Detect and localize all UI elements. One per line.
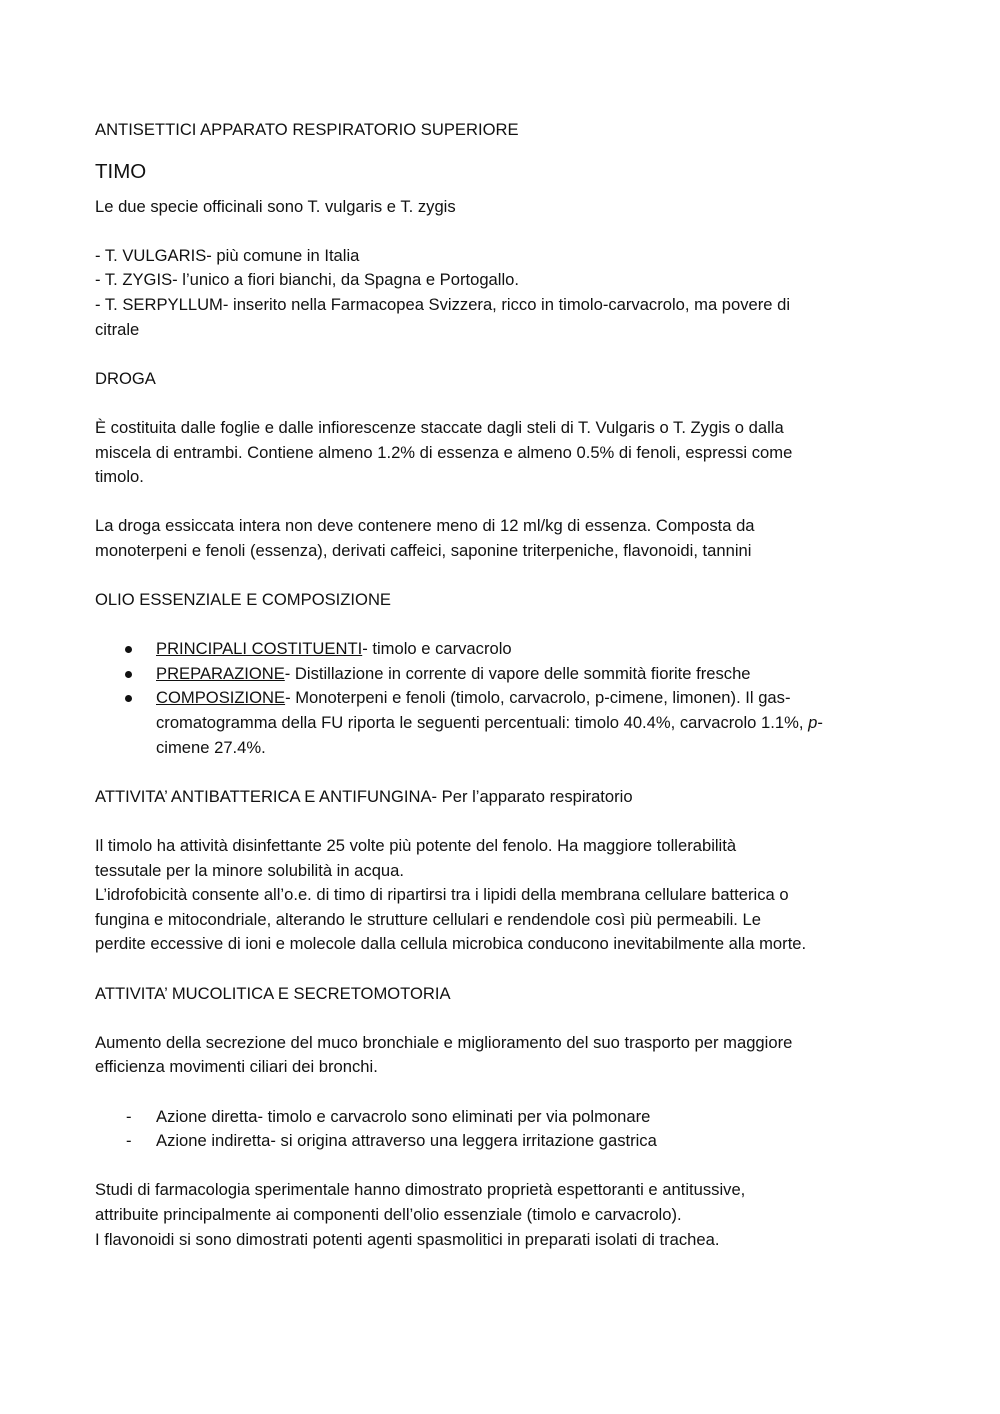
species-item: - T. ZYGIS- l’unico a fiori bianchi, da Spagna e Portogallo. bbox=[95, 270, 519, 290]
species-item: - T. SERPYLLUM- inserito nella Farmacopea Svizzera, ricco in timolo-carvacrolo, ma povere di bbox=[95, 294, 791, 314]
item-text: - timolo e carvacrolo bbox=[362, 639, 512, 659]
list-item bbox=[95, 662, 915, 687]
section-heading-antibatterica: ATTIVITA’ ANTIBATTERICA E ANTIFUNGINA- Per l’apparato respiratorio bbox=[95, 786, 633, 806]
list-item bbox=[95, 686, 915, 760]
item-text: - Distillazione in corrente di vapore delle sommità fiorite fresche bbox=[284, 663, 751, 683]
item-text: - Monoterpeni e fenoli (timolo, carvacrolo, p-cimene, limonen). Il gas- bbox=[285, 688, 791, 708]
olio-bullet-list bbox=[95, 637, 915, 760]
text-line: perdite eccessive di ioni e molecole dalla cellula microbica conducono inevitabilmente alla morte. bbox=[95, 934, 807, 954]
bullet-icon bbox=[125, 695, 132, 702]
bullet-icon bbox=[125, 646, 132, 653]
text-line: monoterpeni e fenoli (essenza), derivati caffeici, saponine triterpeniche, flavonoidi, tannini bbox=[95, 540, 752, 560]
dash-icon: - bbox=[126, 1106, 132, 1126]
item-text: Azione indiretta- si origina attraverso una leggera irritazione gastrica bbox=[156, 1131, 657, 1151]
section-heading-droga: DROGA bbox=[95, 368, 156, 388]
species-item: - T. VULGARIS- più comune in Italia bbox=[95, 245, 360, 265]
text-line: Studi di farmacologia sperimentale hanno dimostrato proprietà espettoranti e antitussive, bbox=[95, 1180, 746, 1200]
text-line: I flavonoidi si sono dimostrati potenti agenti spasmolitici in preparati isolati di trachea. bbox=[95, 1229, 720, 1249]
item-label: COMPOSIZIONE bbox=[156, 688, 286, 708]
azioni-dash-list bbox=[95, 1105, 915, 1154]
paragraph-antibatterica bbox=[95, 834, 915, 957]
text-line: efficienza movimenti ciliari dei bronchi. bbox=[95, 1057, 378, 1077]
species-list bbox=[95, 244, 915, 342]
intro-text: Le due specie officinali sono T. vulgaris e T. zygis bbox=[95, 196, 456, 216]
text-line: timolo. bbox=[95, 467, 144, 487]
item-text: - bbox=[817, 713, 823, 733]
paragraph-droga-1 bbox=[95, 416, 915, 490]
text-line: Aumento della secrezione del muco bronchiale e miglioramento del suo trasporto per maggiore bbox=[95, 1032, 793, 1052]
text-line: fungina e mitocondriale, alterando le strutture cellulari e rendendole così più permeabili. Le bbox=[95, 909, 761, 929]
item-text: cromatogramma della FU riporta le seguenti percentuali: timolo 40.4%, carvacrolo 1.1%, bbox=[156, 713, 809, 733]
item-text: Azione diretta- timolo e carvacrolo sono eliminati per via polmonare bbox=[156, 1106, 651, 1126]
paragraph-mucolitica bbox=[95, 1031, 915, 1080]
text-line: Il timolo ha attività disinfettante 25 volte più potente del fenolo. Ha maggiore tollerabilità bbox=[95, 836, 737, 856]
section-heading-mucolitica: ATTIVITA’ MUCOLITICA E SECRETOMOTORIA bbox=[95, 983, 451, 1003]
text-line: miscela di entrambi. Contiene almeno 1.2% di essenza e almeno 0.5% di fenoli, espressi come bbox=[95, 442, 793, 462]
text-line: La droga essiccata intera non deve contenere meno di 12 ml/kg di essenza. Composta da bbox=[95, 516, 755, 536]
text-line: tessutale per la minore solubilità in acqua. bbox=[95, 860, 405, 880]
section-heading-olio: OLIO ESSENZIALE E COMPOSIZIONE bbox=[95, 590, 391, 610]
item-text: cimene 27.4%. bbox=[156, 737, 266, 757]
list-item bbox=[95, 637, 915, 662]
list-item bbox=[95, 1105, 915, 1130]
page-title: TIMO bbox=[95, 159, 147, 183]
text-line: È costituita dalle foglie e dalle infiorescenze staccate dagli steli di T. Vulgaris o T. Zygis o dalla bbox=[95, 417, 784, 437]
item-label: PREPARAZIONE bbox=[156, 663, 285, 683]
document-page bbox=[95, 118, 915, 1252]
item-label: PRINCIPALI COSTITUENTI bbox=[156, 639, 363, 659]
item-text-italic: p bbox=[808, 713, 818, 733]
text-line: L’idrofobicità consente all’o.e. di timo di ripartirsi tra i lipidi della membrana cellulare batterica o bbox=[95, 885, 789, 905]
document-header: ANTISETTICI APPARATO RESPIRATORIO SUPERIORE bbox=[95, 120, 519, 139]
paragraph-droga-2 bbox=[95, 514, 915, 563]
text-line: attribuite principalmente ai componenti dell’olio essenziale (timolo e carvacrolo). bbox=[95, 1204, 682, 1224]
paragraph-studi bbox=[95, 1178, 915, 1252]
list-item bbox=[95, 1129, 915, 1154]
bullet-icon bbox=[125, 671, 132, 678]
species-item: citrale bbox=[95, 319, 140, 339]
dash-icon: - bbox=[126, 1131, 132, 1151]
